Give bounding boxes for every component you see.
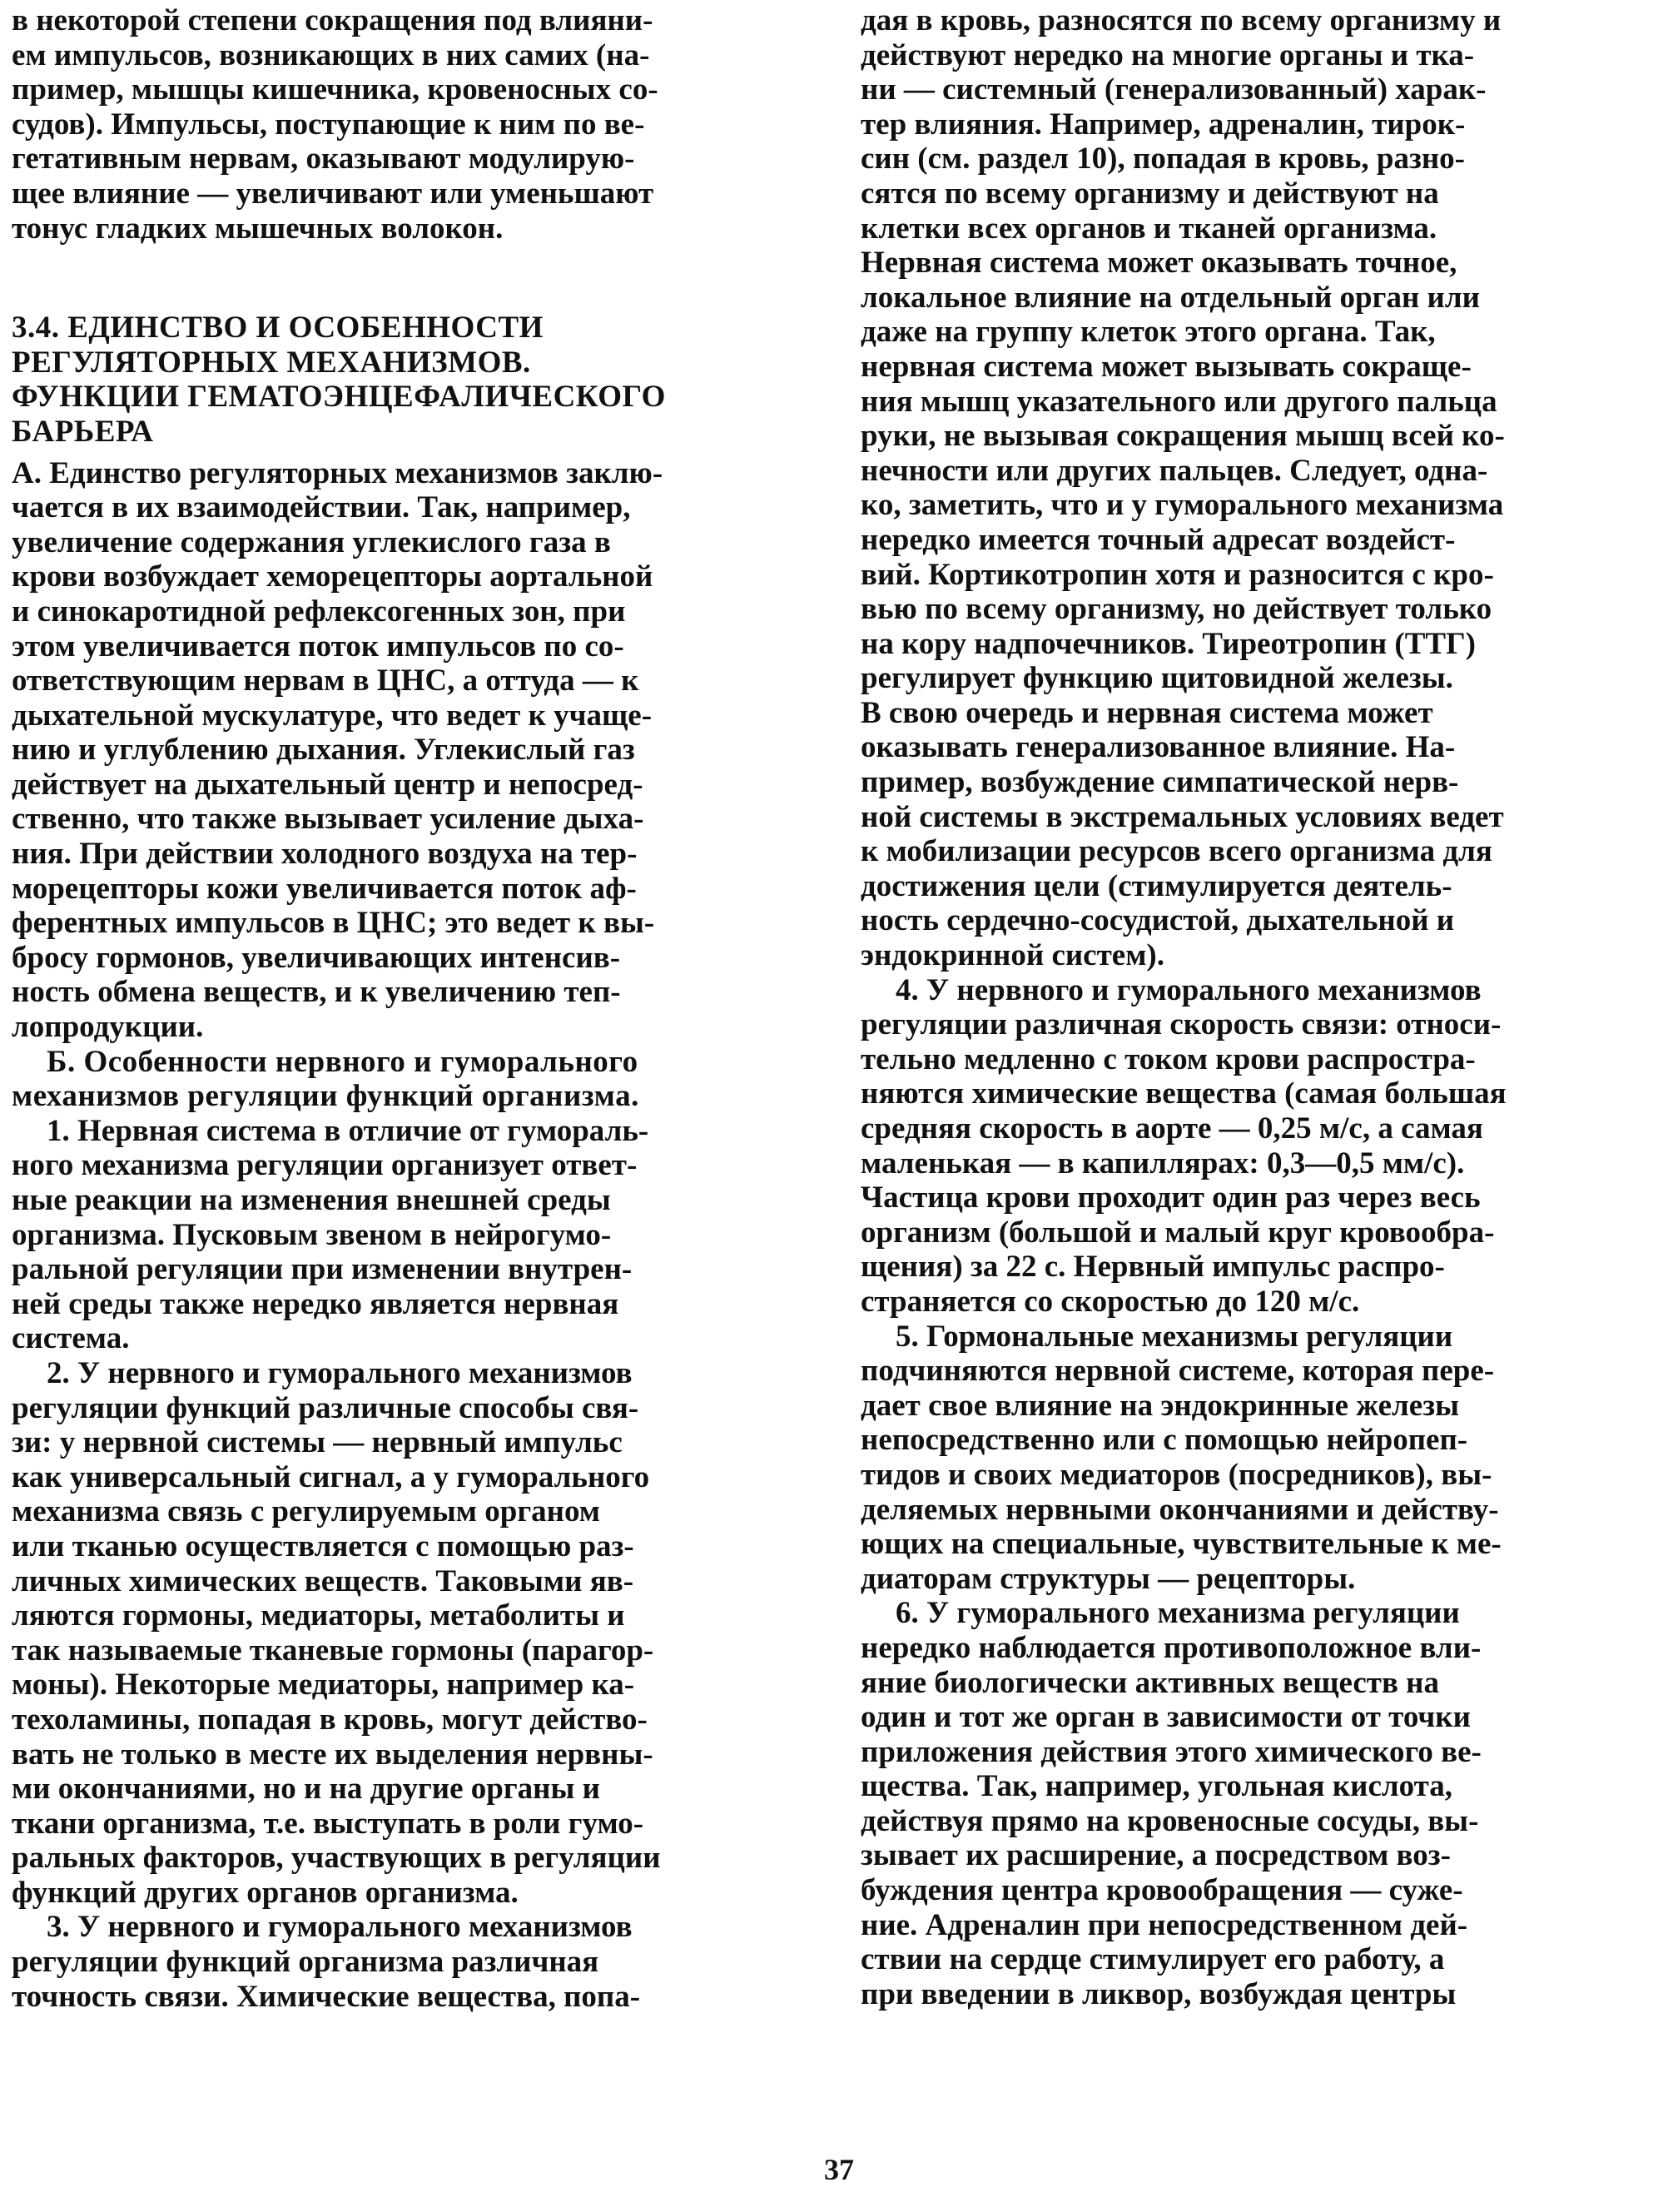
- text-line: ющих на специальные, чувствительные к ме-: [861, 1527, 1502, 1562]
- part-a-paragraph: [12, 456, 809, 1045]
- text-line: зи: у нервной системы — нервный импульс: [12, 1425, 623, 1460]
- text-line: ние. Адреналин при непосредственном дей-: [861, 1907, 1468, 1942]
- text-line: В свою очередь и нервная система может: [861, 695, 1433, 730]
- text-line: ния мышц указательного или другого пальца: [861, 384, 1497, 419]
- text-line: маленькая — в капиллярах: 0,3—0,5 мм/с).: [861, 1146, 1465, 1181]
- text-line: бросу гормонов, увеличивающих интенсив-: [12, 940, 621, 975]
- intro-paragraph: [12, 3, 809, 246]
- text-line: действует на дыхательный центр и непосред-: [12, 767, 643, 802]
- text-line: деляемых нервными окончаниями и действу-: [861, 1492, 1499, 1527]
- text-line: 5. Гормональные механизмы регуляции: [896, 1319, 1453, 1354]
- text-line: непосредственно или с помощью нейропеп-: [861, 1423, 1468, 1458]
- text-line: ральных факторов, участвующих в регуляции: [12, 1841, 661, 1876]
- text-line: действуют нередко на многие органы и тка-: [861, 37, 1475, 72]
- text-line: страняется со скоростью до 120 м/с.: [861, 1284, 1360, 1319]
- text-line: лопродукции.: [12, 1010, 204, 1045]
- text-line: при введении в ликвор, возбуждая центры: [861, 1976, 1457, 2011]
- text-line: подчиняются нервной системе, которая пере-: [861, 1354, 1495, 1389]
- text-line: гетативным нервам, оказывают модулирую-: [12, 142, 635, 176]
- point-3-paragraph-continued: [861, 3, 1665, 973]
- text-line: или тканью осуществляется с помощью раз-: [12, 1529, 634, 1563]
- point-6-paragraph: [861, 1596, 1665, 2011]
- right-column: [861, 3, 1665, 2011]
- text-line: нечности или других пальцев. Следует, одна-: [861, 453, 1488, 488]
- text-line: судов). Импульсы, поступающие к ним по ве-: [12, 107, 645, 142]
- text-line: и синокаротидной рефлексогенных зон, при: [12, 594, 626, 629]
- text-line: на кору надпочечников. Тиреотропин (ТТГ): [861, 626, 1476, 661]
- text-line: 3. У нервного и гуморального механизмов: [47, 1910, 633, 1945]
- left-column: [12, 3, 809, 2014]
- text-line: достижения цели (стимулируется деятель-: [861, 868, 1452, 903]
- text-line: ферентных импульсов в ЦНС; это ведет к вы-: [12, 906, 655, 941]
- text-line: техоламины, попадая в кровь, могут действо-: [12, 1702, 648, 1737]
- text-line: ствии на сердце стимулирует его работу, а: [861, 1942, 1445, 1977]
- text-line: действуя прямо на кровеносные сосуды, вы-: [861, 1803, 1479, 1838]
- text-line: функций других органов организма.: [12, 1875, 519, 1910]
- text-line: 1. Нервная система в отличие от гумораль-: [47, 1113, 649, 1148]
- text-line: регуляции различная скорость связи: относи-: [861, 1007, 1502, 1042]
- text-line: регуляции функций различные способы свя-: [12, 1390, 639, 1425]
- text-line: ткани организма, т.е. выступать в роли гумо-: [12, 1806, 644, 1841]
- text-line: личных химических веществ. Таковыми яв-: [12, 1563, 634, 1598]
- text-line: ния. При действии холодного воздуха на тер-: [12, 837, 638, 872]
- text-line: дыхательной мускулатуре, что ведет к учаще-: [12, 698, 653, 733]
- text-line: зывает их расширение, а посредством воз-: [861, 1838, 1451, 1873]
- text-line: сятся по всему организму и действуют на: [861, 176, 1439, 211]
- text-line: 4. У нервного и гуморального механизмов: [896, 972, 1482, 1007]
- text-line: ответствующим нервам в ЦНС, а оттуда — к: [12, 664, 639, 698]
- text-line: ность сердечно-сосудистой, дыхательной и: [861, 903, 1455, 938]
- text-line: ной системы в экстремальных условиях ведет: [861, 799, 1504, 834]
- text-line: моны). Некоторые медиаторы, например ка-: [12, 1668, 635, 1702]
- text-line: дая в кровь, разносятся по всему организму и: [861, 3, 1502, 37]
- text-line: клетки всех органов и тканей организма.: [861, 211, 1437, 246]
- text-line: 2. У нервного и гуморального механизмов: [47, 1355, 633, 1390]
- text-line: так называемые тканевые гормоны (парагор-: [12, 1633, 654, 1668]
- text-line: вий. Кортикотропин хотя и разносится с кро-: [861, 557, 1494, 592]
- text-line: пример, мышцы кишечника, кровеносных со-: [12, 72, 658, 107]
- text-line: этом увеличивается поток импульсов по со-: [12, 629, 624, 664]
- text-line: ем импульсов, возникающих в них самих (на-: [12, 37, 650, 72]
- text-line: ного механизма регуляции организует ответ-: [12, 1148, 638, 1183]
- point-5-paragraph: [861, 1320, 1665, 1597]
- text-line: нервная система может вызывать сокраще-: [861, 349, 1472, 384]
- text-line: точность связи. Химические вещества, попа-: [12, 1979, 641, 2014]
- text-line: к мобилизации ресурсов всего организма для: [861, 834, 1492, 869]
- text-line: организм (большой и малый круг кровообра-: [861, 1215, 1495, 1250]
- text-line: оказывать генерализованное влияние. На-: [861, 730, 1456, 765]
- text-line: ней среды также нередко является нервная: [12, 1286, 619, 1321]
- text-line: как универсальный сигнал, а у гуморального: [12, 1459, 650, 1494]
- part-a-first-line-rest: заклю-: [558, 455, 663, 490]
- text-line: эндокринной систем).: [861, 938, 1164, 973]
- text-line: син (см. раздел 10), попадая в кровь, разно-: [861, 142, 1465, 176]
- text-line: тонус гладких мышечных волокон.: [12, 211, 504, 246]
- text-line: даже на группу клеток этого органа. Так,: [861, 315, 1436, 350]
- text-line: [12, 456, 809, 491]
- text-line: Нервная система может оказывать точное,: [861, 246, 1457, 281]
- text-line: локальное влияние на отдельный орган или: [861, 280, 1480, 315]
- text-line: тельно медленно с током крови распростра-: [861, 1041, 1476, 1076]
- text-line: нию и углублению дыхания. Углекислый газ: [12, 733, 635, 768]
- spacer: [12, 246, 809, 311]
- text-line: нередко наблюдается противоположное вли-: [861, 1630, 1482, 1665]
- text-line: щества. Так, например, угольная кислота,: [861, 1769, 1453, 1804]
- text-line: регуляции функций организма различная: [12, 1945, 599, 1980]
- text-line: тидов и своих медиаторов (посредников), вы-: [861, 1457, 1492, 1492]
- text-line: ми окончаниями, но и на другие органы и: [12, 1772, 600, 1807]
- spacer: [12, 450, 809, 456]
- text-line: щее влияние — увеличивают или уменьшают: [12, 176, 654, 211]
- text-line: РЕГУЛЯТОРНЫХ МЕХАНИЗМОВ.: [12, 345, 531, 380]
- text-line: ко, заметить, что и у гуморального механизма: [861, 488, 1504, 523]
- text-line: буждения центра кровообращения — суже-: [861, 1873, 1463, 1908]
- text-line: крови возбуждает хеморецепторы аортальной: [12, 559, 653, 594]
- text-line: 3.4. ЕДИНСТВО И ОСОБЕННОСТИ: [12, 311, 544, 345]
- text-line: вать не только в месте их выделения нервны-: [12, 1737, 653, 1772]
- text-line: регулирует функцию щитовидной железы.: [861, 661, 1453, 696]
- text-line: руки, не вызывая сокращения мышц всей ко-: [861, 419, 1505, 454]
- text-line: Частица крови проходит один раз через весь: [861, 1181, 1481, 1215]
- text-line: диаторам структуры — рецепторы.: [861, 1561, 1356, 1596]
- text-line: в некоторой степени сокращения под влияни-: [12, 3, 653, 37]
- text-line: Б. Особенности нервного и гуморального: [47, 1044, 638, 1079]
- text-line: увеличение содержания углекислого газа в: [12, 524, 611, 559]
- text-line: ни — системный (генерализованный) харак-: [861, 72, 1487, 107]
- text-line: организма. Пусковым звеном в нейрогумо-: [12, 1217, 612, 1252]
- text-line: тер влияния. Например, адреналин, тирок-: [861, 107, 1466, 142]
- text-line: вью по всему организму, но действует только: [861, 592, 1492, 627]
- text-line: чается в их взаимодействии. Так, например,: [12, 490, 631, 525]
- text-line: средняя скорость в аорте — 0,25 м/с, а самая: [861, 1111, 1483, 1146]
- section-heading: [12, 311, 809, 449]
- text-line: ные реакции на изменения внешней среды: [12, 1183, 611, 1217]
- text-line: приложения действия этого химического ве-: [861, 1734, 1482, 1769]
- point-4-paragraph: [861, 973, 1665, 1320]
- text-line: механизма связь с регулируемым органом: [12, 1494, 600, 1529]
- text-line: БАРЬЕРА: [12, 414, 154, 449]
- text-line: няются химические вещества (самая большая: [861, 1076, 1507, 1111]
- text-line: морецепторы кожи увеличивается поток аф-: [12, 871, 637, 906]
- part-a-lead: А. Единство регуляторных механизмов: [12, 455, 559, 490]
- point-1-paragraph: [12, 1114, 809, 1356]
- text-line: ФУНКЦИИ ГЕМАТОЭНЦЕФАЛИЧЕСКОГО: [12, 380, 666, 415]
- part-b-heading: [12, 1045, 809, 1114]
- text-line: ральной регуляции при изменении внутрен-: [12, 1252, 633, 1287]
- text-line: система.: [12, 1321, 130, 1356]
- text-line: механизмов регуляции функций организма.: [12, 1079, 639, 1114]
- page-number: 37: [824, 2153, 854, 2186]
- point-3-paragraph-start: [12, 1910, 809, 2014]
- text-line: ственно, что также вызывает усиление дыха-: [12, 802, 644, 837]
- text-line: щения) за 22 с. Нервный импульс распро-: [861, 1250, 1445, 1285]
- text-line: ляются гормоны, медиаторы, метаболиты и: [12, 1598, 625, 1633]
- text-line: ность обмена веществ, и к увеличению теп-: [12, 975, 621, 1010]
- point-2-paragraph: [12, 1356, 809, 1911]
- text-line: один и тот же орган в зависимости от точки: [861, 1700, 1471, 1735]
- text-line: нередко имеется точный адресат воздейст-: [861, 522, 1456, 557]
- text-line: 6. У гуморального механизма регуляции: [896, 1596, 1460, 1631]
- text-line: дает свое влияние на эндокринные железы: [861, 1388, 1459, 1423]
- text-line: яние биологически активных веществ на: [861, 1665, 1439, 1700]
- text-line: пример, возбуждение симпатической нерв-: [861, 765, 1459, 800]
